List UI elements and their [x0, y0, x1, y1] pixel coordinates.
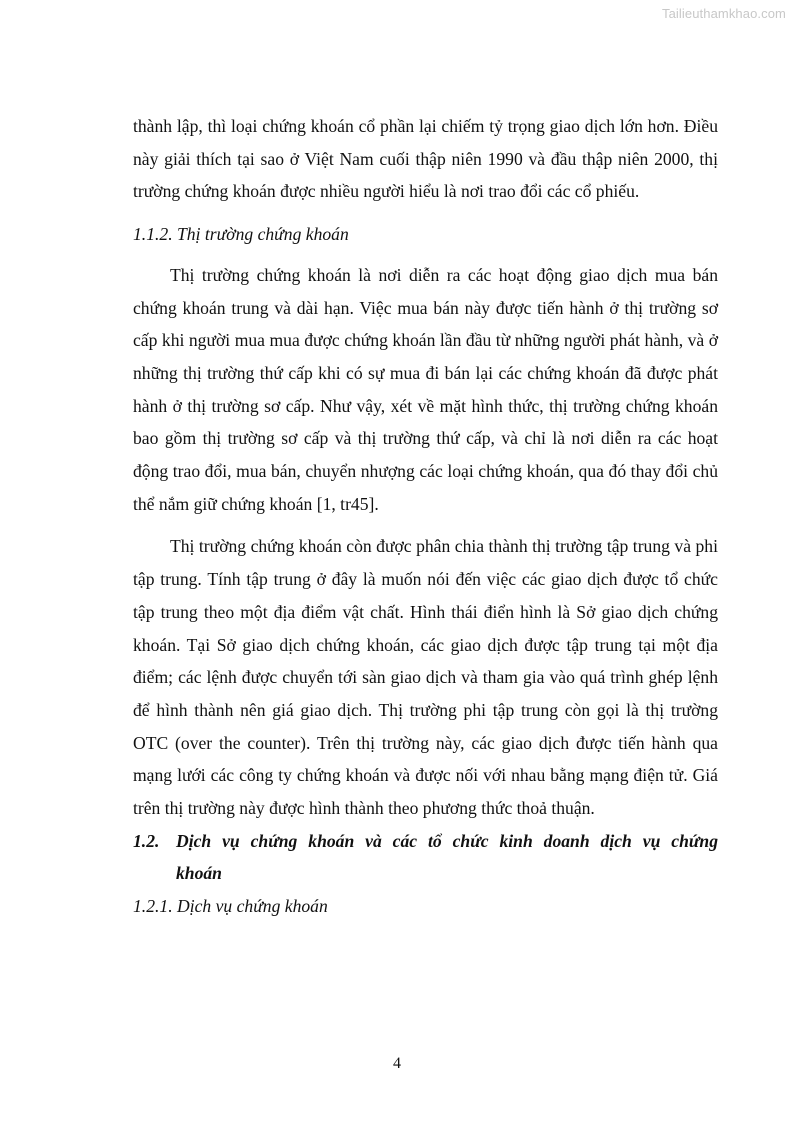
- section-title: Dịch vụ chứng khoán và các tổ chức kinh doanh dịch vụ chứng khoán: [176, 830, 718, 884]
- paragraph-continuation: thành lập, thì loại chứng khoán cổ phần lại chiếm tỷ trọng giao dịch lớn hơn. Điều này giải thích tại sao ở Việt Nam cuối thập niên 1990 và đầu thập niên 2000, thị trường chứng khoán được nhiều người hiểu là nơi trao đổi các cổ phiếu.: [133, 116, 718, 202]
- page-number: 4: [393, 1055, 401, 1072]
- section-number: 1.2.: [133, 830, 160, 851]
- page-body: [133, 110, 718, 923]
- paragraph-centralized-otc: Thị trường chứng khoán còn được phân chia thành thị trường tập trung và phi tập trung. Tính tập trung ở đây là muốn nói đến việc các giao dịch được tổ chức tập trung theo một địa điểm vật chất. Hình thái điển hình là Sở giao dịch chứng khoán. Tại Sở giao dịch chứng khoán, các giao dịch được tập trung tại một địa điểm; các lệnh được chuyển tới sàn giao dịch và tham gia vào quá trình ghép lệnh để hình thành nên giá giao dịch. Thị trường phi tập trung còn gọi là thị trường OTC (over the counter). Trên thị trường này, các giao dịch được tiến hành qua mạng lưới các công ty chứng khoán và được nối với nhau bằng mạng điện tử. Giá trên thị trường này được hình thành theo phương thức thoả thuận.: [133, 536, 718, 819]
- section-heading-1-2: [133, 825, 718, 890]
- paragraph-securities-market: Thị trường chứng khoán là nơi diễn ra các hoạt động giao dịch mua bán chứng khoán trung và dài hạn. Việc mua bán này được tiến hành ở thị trường sơ cấp khi người mua mua được chứng khoán lần đầu từ những người phát hành, và ở những thị trường thứ cấp khi có sự mua đi bán lại các chứng khoán đã được phát hành ở thị trường sơ cấp. Như vậy, xét về mặt hình thức, thị trường chứng khoán bao gồm thị trường sơ cấp và thị trường thứ cấp, và chỉ là nơi diễn ra các hoạt động trao đổi, mua bán, chuyển nhượng các loại chứng khoán, qua đó thay đổi chủ thể nắm giữ chứng khoán [1, tr45].: [133, 264, 718, 514]
- watermark: Tailieuthamkhao.com: [661, 6, 786, 21]
- subsection-heading-1-1-2: 1.1.2. Thị trường chứng khoán: [133, 224, 349, 245]
- subsection-heading-1-2-1: 1.2.1. Dịch vụ chứng khoán: [133, 896, 328, 917]
